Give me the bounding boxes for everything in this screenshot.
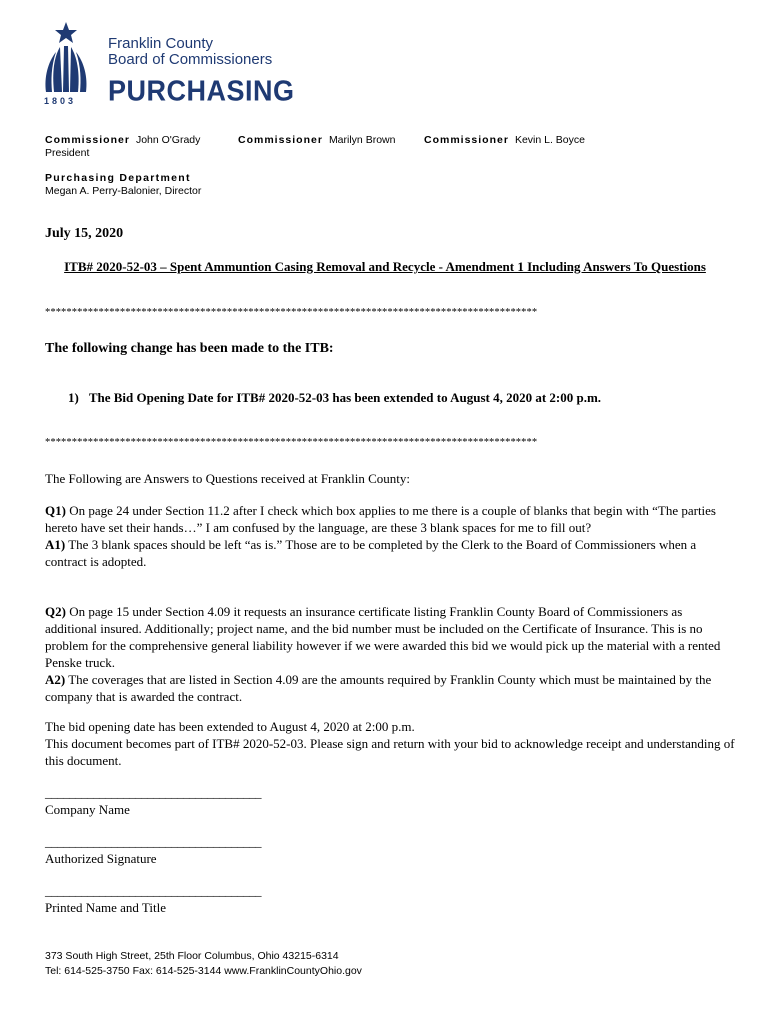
answer-2: A2) The coverages that are listed in Section 4.09 are the amounts required by Franklin County which must be maintained by the company that is awarded the contract. xyxy=(45,672,712,704)
dept-wordmark: PURCHASING xyxy=(108,75,295,107)
answers-intro: The Following are Answers to Questions received at Franklin County: xyxy=(45,471,411,486)
founding-year: 1803 xyxy=(44,96,77,106)
answer-1: A1) The 3 blank spaces should be left “as is.” Those are to be completed by the Clerk to the Board of Commissioners when a contract is adopted. xyxy=(45,537,697,569)
footer-address: 373 South High Street, 25th Floor Columbus, Ohio 43215-6314 xyxy=(45,950,339,962)
change-item: 1) The Bid Opening Date for ITB# 2020-52-03 has been extended to August 4, 2020 at 2:00 p.m. xyxy=(68,390,602,405)
signature-authorized: ____________________________________ Authorized Signature xyxy=(45,834,261,866)
commissioner-3: Commissioner Kevin L. Boyce xyxy=(424,134,585,146)
letter-date: July 15, 2020 xyxy=(45,226,124,241)
commissioner-1: Commissioner John O'Grady President xyxy=(45,134,201,159)
purchasing-department: Purchasing Department Megan A. Perry-Balonier, Director xyxy=(45,172,202,197)
org-line1: Franklin County xyxy=(108,35,214,52)
closing xyxy=(45,718,735,769)
change-heading: The following change has been made to the ITB: xyxy=(45,341,334,356)
separator-1: ******************************************************************************************** xyxy=(45,307,538,318)
closing-line-2: This document becomes part of ITB# 2020-52-03. Please sign and return with your bid to acknowledge receipt and understanding of this document. xyxy=(45,736,735,768)
footer-contact: Tel: 614-525-3750 Fax: 614-525-3144 www.FranklinCountyOhio.gov xyxy=(45,965,362,977)
star-icon xyxy=(55,22,77,43)
separator-2: ******************************************************************************************** xyxy=(45,437,538,448)
signature-printed: ____________________________________ Printed Name and Title xyxy=(45,883,261,915)
signature-company: ____________________________________ Company Name xyxy=(45,785,261,817)
qa-block-2 xyxy=(45,603,735,705)
question-2: Q2) On page 15 under Section 4.09 it requests an insurance certificate listing Franklin County Board of Commissioners as additional insured. Additionally; project name, and the bid number must be included on the Certificate of Insurance. This is no problem for the comprehensive general liability however if we were awarded this bid we would pick up the material with a rented Penske truck. xyxy=(45,604,721,670)
commissioner-2: Commissioner Marilyn Brown xyxy=(238,134,396,146)
logo-text xyxy=(108,36,295,108)
question-1: Q1) On page 24 under Section 11.2 after I check which box applies to me there is a couple of blanks that begin with “The parties hereto have set their hands…” I am confused by the language, are these 3 blank spaces for me to fill out? xyxy=(45,503,716,535)
qa-block-1 xyxy=(45,502,735,570)
closing-line-1: The bid opening date has been extended to August 4, 2020 at 2:00 p.m. xyxy=(45,719,415,734)
letter-title: ITB# 2020-52-03 – Spent Ammuntion Casing Removal and Recycle - Amendment 1 Including Answers To Questions xyxy=(64,259,706,274)
footer xyxy=(45,949,362,979)
org-line2: Board of Commissioners xyxy=(108,51,273,68)
